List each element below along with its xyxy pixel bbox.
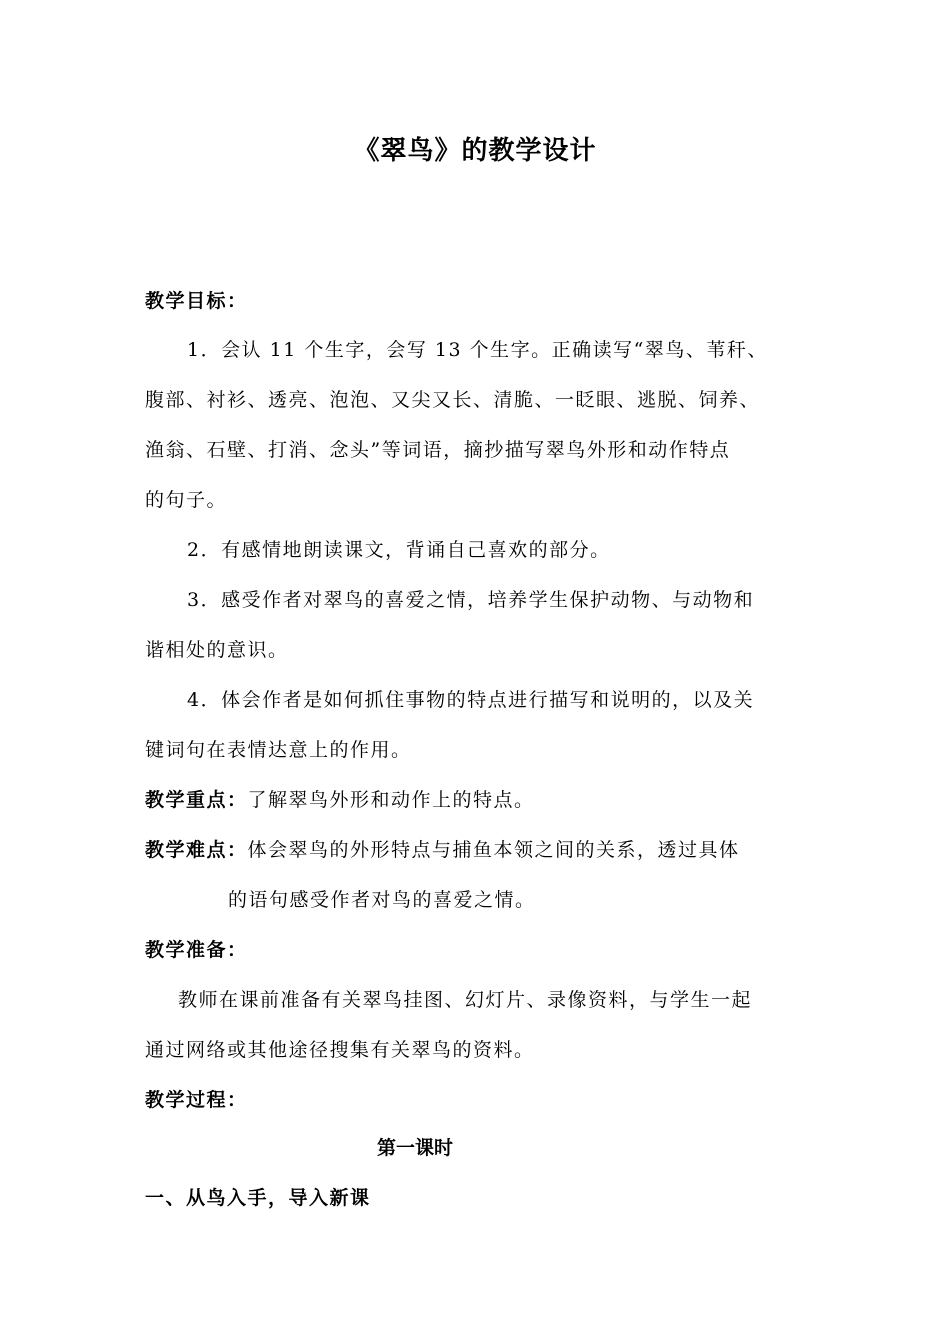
preparation-heading: 教学准备： xyxy=(145,939,248,961)
page-title: 《翠鸟》的教学设计 xyxy=(353,136,597,166)
objective-3-line-1: 3．感受作者对翠鸟的喜爱之情，培养学生保护动物、与动物和 xyxy=(187,589,755,611)
objective-1-line-2: 腹部、衬衫、透亮、泡泡、又尖又长、清脆、一眨眼、逃脱、饲养、 xyxy=(145,389,761,411)
section-1-heading: 一、从鸟入手，导入新课 xyxy=(145,1187,371,1209)
key-point xyxy=(145,785,535,815)
objective-1-line-4: 的句子。 xyxy=(145,489,228,511)
preparation-line-2: 通过网络或其他途径搜集有关翠鸟的资料。 xyxy=(145,1039,535,1061)
objective-3-line-2: 谐相处的意识。 xyxy=(145,639,289,661)
difficulty-line-2: 的语句感受作者对鸟的喜爱之情。 xyxy=(228,889,536,911)
difficulty-label: 教学难点： xyxy=(145,839,248,861)
objective-1-line-3: 渔翁、石壁、打消、念头”等词语，摘抄描写翠鸟外形和动作特点 xyxy=(145,439,731,461)
key-point-text: 了解翠鸟外形和动作上的特点。 xyxy=(247,789,535,811)
objectives-heading: 教学目标： xyxy=(145,290,248,312)
process-heading: 教学过程： xyxy=(145,1089,248,1111)
preparation-line-1: 教师在课前准备有关翠鸟挂图、幻灯片、录像资料，与学生一起 xyxy=(178,989,753,1011)
objective-1-line-1: 1．会认 11 个生字，会写 13 个生字。正确读写“翠鸟、苇秆、 xyxy=(187,339,768,361)
objective-4-line-1: 4．体会作者是如何抓住事物的特点进行描写和说明的，以及关 xyxy=(187,689,755,711)
difficulty xyxy=(145,835,740,865)
difficulty-line-1: 体会翠鸟的外形特点与捕鱼本领之间的关系，透过具体 xyxy=(247,839,740,861)
lesson-title: 第一课时 xyxy=(376,1137,453,1159)
objective-4-line-2: 键词句在表情达意上的作用。 xyxy=(145,739,412,761)
key-point-label: 教学重点： xyxy=(145,789,248,811)
objective-2-line-1: 2．有感情地朗读课文，背诵自己喜欢的部分。 xyxy=(187,539,611,561)
